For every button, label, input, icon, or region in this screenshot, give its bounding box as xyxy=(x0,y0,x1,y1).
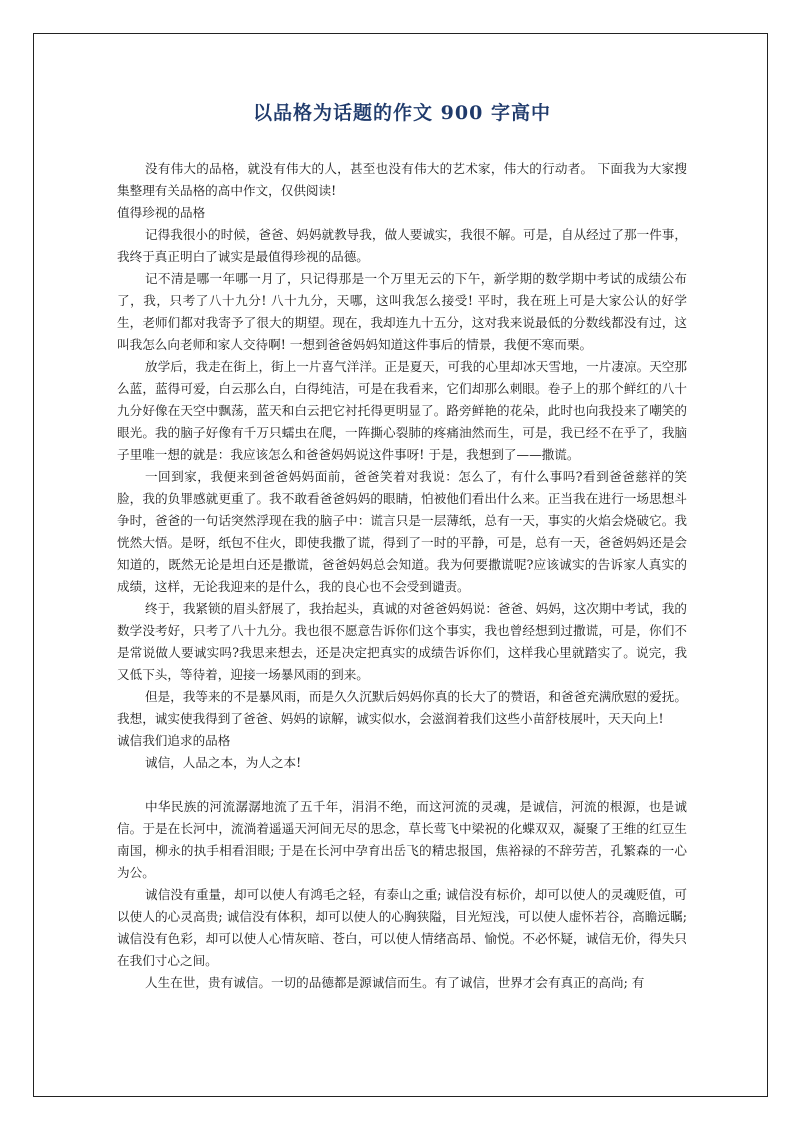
section-heading-integrity: 诚信我们追求的品格 xyxy=(117,733,231,748)
paragraph: 记不清是哪一年哪一月了，只记得那是一个万里无云的下午，新学期的数学期中考试的成绩公布了，我，只考了八十九分! 八十九分，天哪，这叫我怎么接受! 平时，我在班上可是大家公认的好学生，老师们都对我寄予了很大的期望。现在，我却连九十五分，这对我来说最低的分数线都没有过，这叫我怎么向老师和家人交待啊! 一想到爸爸妈妈知道这件事后的情景，我便不寒而栗。 xyxy=(117,271,687,352)
paragraph-spacer xyxy=(117,774,687,796)
intro-paragraph: 没有伟大的品格，就没有伟大的人，甚至也没有伟大的艺术家，伟大的行动者。 下面我为大家搜集整理有关品格的高中作文，仅供阅读! xyxy=(117,161,687,198)
paragraph: 终于，我紧锁的眉头舒展了，我抬起头，真诚的对爸爸妈妈说：爸爸、妈妈，这次期中考试，我的数学没考好，只考了八十九分。我也很不愿意告诉你们这个事实，我也曾经想到过撒谎，可是，你们不是常说做人要诚实吗?我思来想去，还是决定把真实的成绩告诉你们，这样我心里就踏实了。说完，我又低下头，等待着，迎接一场暴风雨的到来。 xyxy=(117,601,687,682)
paragraph: 诚信没有重量，却可以使人有鸿毛之轻，有泰山之重; 诚信没有标价，却可以使人的灵魂贬值，可以使人的心灵高贵; 诚信没有体积，却可以使人的心胸狭隘，目光短浅，可以使人虚怀若谷，高瞻远瞩; 诚信没有色彩，却可以使人心情灰暗、苍白，可以使人情绪高昂、愉悦。不必怀疑，诚信无价，得失只在我们寸心之间。 xyxy=(117,887,687,968)
section-heading-valuable-character: 值得珍视的品格 xyxy=(117,205,206,220)
paragraph: 中华民族的河流潺潺地流了五千年，涓涓不绝，而这河流的灵魂，是诚信，河流的根源，也是诚信。于是在长河中，流淌着遥遥天河间无尽的思念，草长莺飞中梁祝的化蝶双双，凝聚了王维的红豆生南国，柳永的执手相看泪眼; 于是在长河中孕育出岳飞的精忠报国，焦裕禄的不辞劳苦，孔繁森的一心为公。 xyxy=(117,799,687,880)
document-page xyxy=(117,98,687,994)
paragraph: 人生在世，贵有诚信。一切的品德都是源诚信而生。有了诚信，世界才会有真正的高尚; 有 xyxy=(145,975,645,990)
paragraph: 记得我很小的时候，爸爸、妈妈就教导我，做人要诚实，我很不解。可是，自从经过了那一件事，我终于真正明白了诚实是最值得珍视的品德。 xyxy=(117,227,687,264)
lead-line: 诚信，人品之本，为人之本! xyxy=(145,755,302,770)
document-body xyxy=(117,158,687,994)
paragraph: 但是，我等来的不是暴风雨，而是久久沉默后妈妈你真的长大了的赞语，和爸爸充满欣慰的爱抚。我想，诚实使我得到了爸爸、妈妈的谅解，诚实似水，会滋润着我们这些小苗舒枝展叶，天天向上! xyxy=(117,689,687,726)
page-title: 以品格为话题的作文 900 字高中 xyxy=(253,102,551,124)
paragraph: 放学后，我走在街上，街上一片喜气洋洋。正是夏天，可我的心里却冰天雪地，一片凄凉。天空那么蓝，蓝得可爱，白云那么白，白得纯洁，可是在我看来，它们却那么刺眼。卷子上的那个鲜红的八十九分好像在天空中飘荡，蓝天和白云把它衬托得更明显了。路旁鲜艳的花朵，此时也向我投来了嘲笑的眼光。我的脑子好像有千万只蠕虫在爬，一阵撕心裂肺的疼痛油然而生，可是，我已经不在乎了，我脑子里唯一想的就是：我应该怎么和爸爸妈妈说这件事呀! 于是，我想到了——撒谎。 xyxy=(117,359,687,462)
paragraph: 一回到家，我便来到爸爸妈妈面前，爸爸笑着对我说：怎么了，有什么事吗?看到爸爸慈祥的笑脸，我的负罪感就更重了。我不敢看爸爸妈妈的眼睛，怕被他们看出什么来。正当我在进行一场思想斗争时，爸爸的一句话突然浮现在我的脑子中：谎言只是一层薄纸，总有一天，事实的火焰会烧破它。我恍然大悟。是呀，纸包不住火，即使我撒了谎，得到了一时的平静，可是，总有一天，爸爸妈妈还是会知道的，既然无论是坦白还是撒谎，爸爸妈妈总会知道。我为何要撒谎呢?应该诚实的告诉家人真实的成绩，这样，无论我迎来的是什么，我的良心也不会受到谴责。 xyxy=(117,469,687,594)
